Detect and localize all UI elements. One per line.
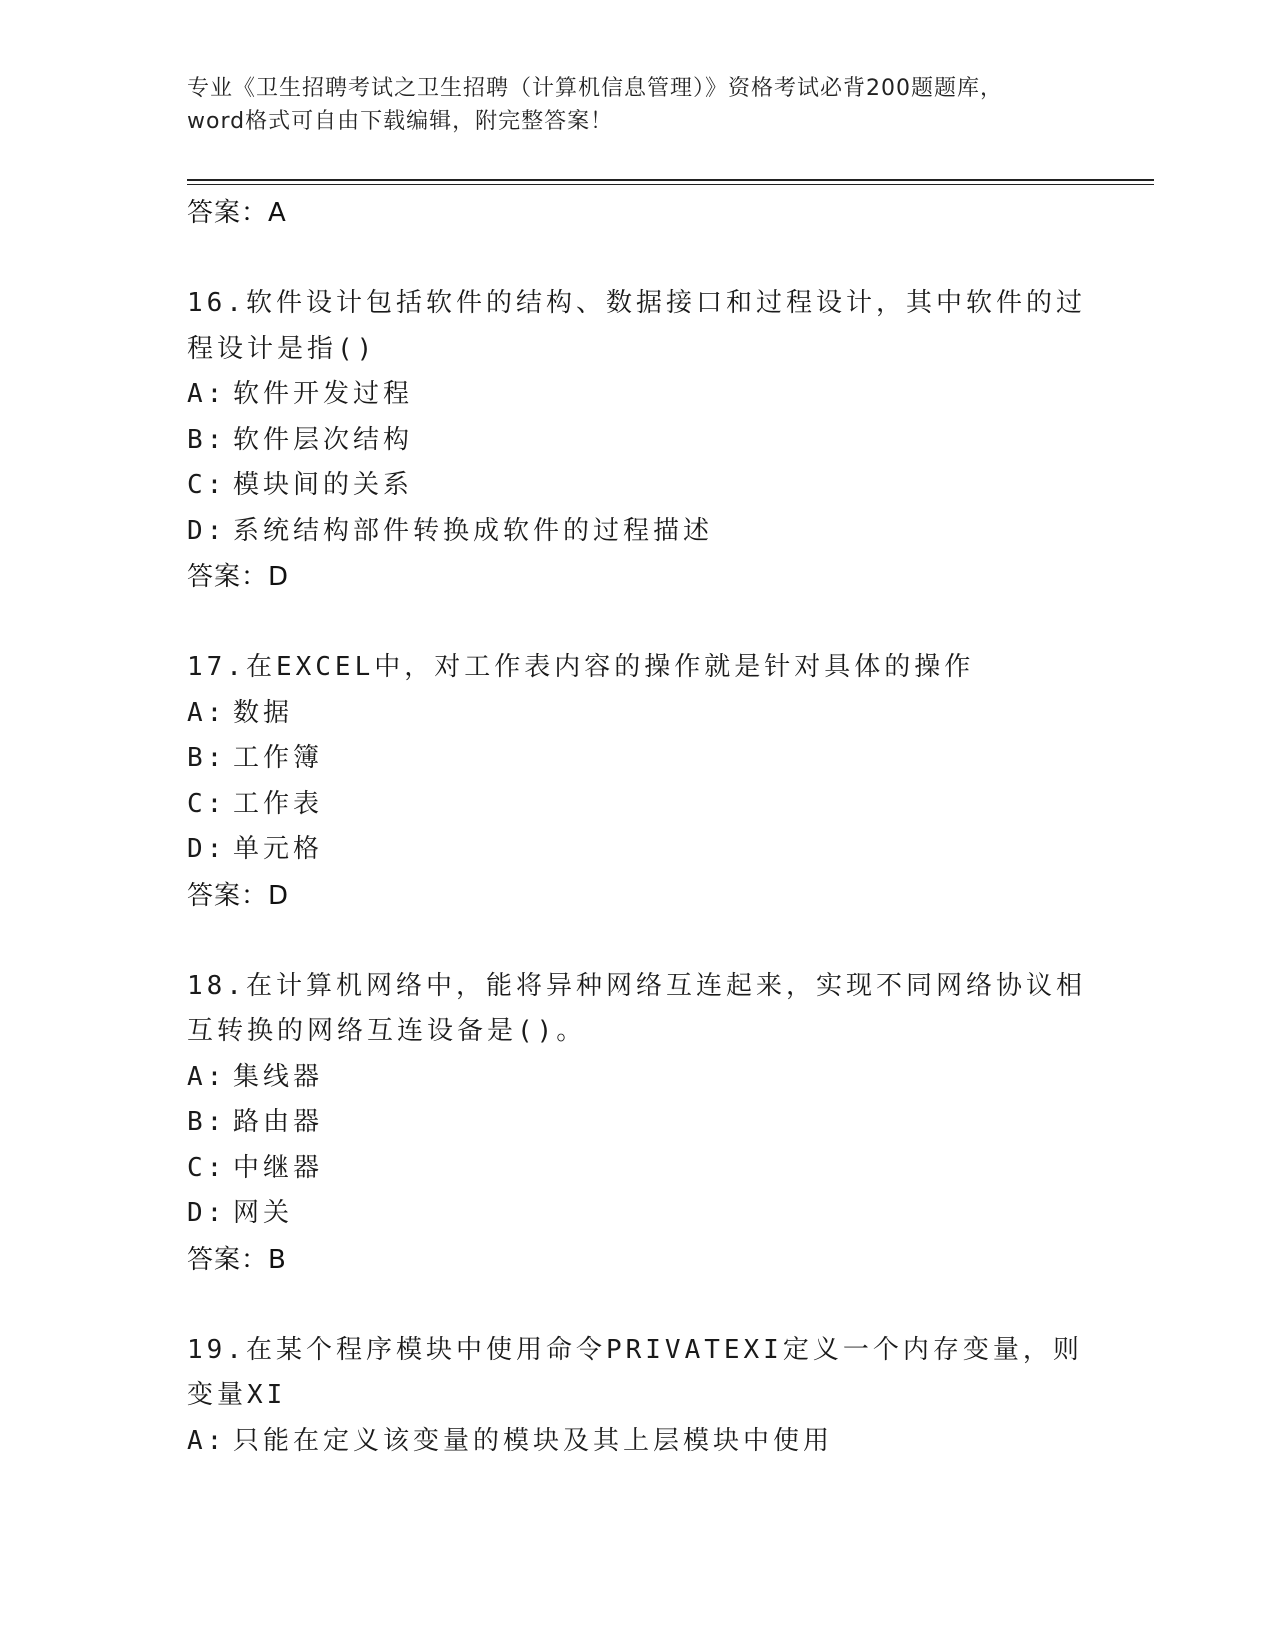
question-stem: 17.在EXCEL中，对工作表内容的操作就是针对具体的操作 bbox=[187, 652, 975, 682]
option-text: 系统结构部件转换成软件的过程描述 bbox=[233, 515, 714, 546]
question-block bbox=[187, 964, 1087, 1237]
header-line-1: 专业《卫生招聘考试之卫生招聘（计算机信息管理）》资格考试必背200题题库， bbox=[187, 76, 1003, 101]
option-letter: B: bbox=[187, 424, 227, 455]
option-letter: C: bbox=[187, 470, 227, 500]
option-text: 只能在定义该变量的模块及其上层模块中使用 bbox=[233, 1425, 834, 1456]
question-stem: 18.在计算机网络中，能将异种网络互连起来，实现不同网络协议相互转换的网络互连设备是()。 bbox=[187, 970, 1086, 1046]
answer-line: 答案：D bbox=[187, 562, 290, 592]
question-list bbox=[187, 190, 1087, 1464]
option-letter: A: bbox=[187, 1425, 227, 1456]
option-d bbox=[187, 509, 1087, 555]
question-stem: 16.软件设计包括软件的结构、数据接口和过程设计，其中软件的过程设计是指() bbox=[187, 288, 1086, 364]
option-letter: C: bbox=[187, 1152, 227, 1183]
option-a bbox=[187, 691, 1087, 737]
option-c bbox=[187, 1146, 1087, 1192]
option-b bbox=[187, 736, 1087, 782]
option-text: 数据 bbox=[233, 697, 294, 728]
question-block bbox=[187, 1328, 1087, 1465]
option-text: 网关 bbox=[233, 1198, 294, 1228]
option-text: 模块间的关系 bbox=[233, 470, 414, 500]
header-divider bbox=[187, 179, 1154, 181]
answer-line: 答案：B bbox=[187, 1244, 287, 1275]
answer-line: 答案：D bbox=[187, 880, 290, 911]
option-text: 工作簿 bbox=[233, 743, 324, 773]
option-a bbox=[187, 1055, 1087, 1101]
question-block bbox=[187, 645, 1087, 873]
question-block bbox=[187, 281, 1087, 554]
option-text: 工作表 bbox=[233, 788, 324, 819]
option-d bbox=[187, 1191, 1087, 1237]
option-a bbox=[187, 372, 1087, 418]
question-stem: 19.在某个程序模块中使用命令PRIVATEXI定义一个内存变量，则变量XI bbox=[187, 1334, 1083, 1410]
option-letter: A: bbox=[187, 697, 227, 728]
option-letter: C: bbox=[187, 788, 227, 819]
option-c bbox=[187, 463, 1087, 509]
option-letter: A: bbox=[187, 379, 227, 409]
option-letter: B: bbox=[187, 743, 227, 773]
option-text: 软件层次结构 bbox=[233, 424, 414, 455]
option-text: 路由器 bbox=[233, 1107, 324, 1137]
option-b bbox=[187, 1100, 1087, 1146]
option-c bbox=[187, 782, 1087, 828]
document-header bbox=[187, 72, 1087, 138]
option-text: 单元格 bbox=[233, 834, 324, 864]
option-letter: A: bbox=[187, 1061, 227, 1092]
option-letter: D: bbox=[187, 1198, 227, 1228]
answer-line: 答案：A bbox=[187, 198, 287, 228]
option-letter: D: bbox=[187, 515, 227, 546]
option-a bbox=[187, 1419, 1087, 1465]
option-text: 集线器 bbox=[233, 1061, 324, 1092]
option-text: 中继器 bbox=[233, 1152, 324, 1183]
option-letter: B: bbox=[187, 1107, 227, 1137]
option-letter: D: bbox=[187, 834, 227, 864]
option-d bbox=[187, 827, 1087, 873]
option-b bbox=[187, 418, 1087, 464]
option-text: 软件开发过程 bbox=[233, 379, 414, 409]
header-line-2: word格式可自由下载编辑，附完整答案！ bbox=[187, 109, 614, 134]
header-divider-thin bbox=[187, 184, 1154, 185]
